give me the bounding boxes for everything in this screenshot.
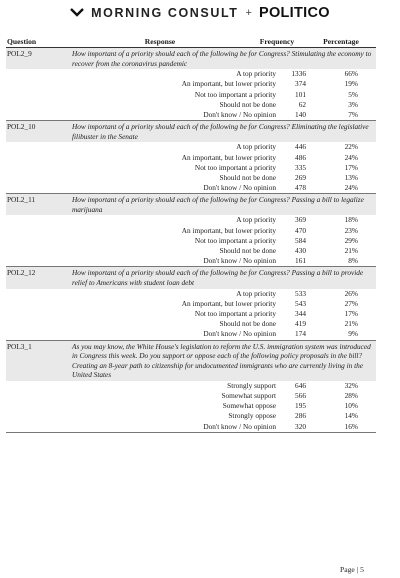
response-row [6, 183, 376, 193]
response-frequency: 446 [295, 142, 306, 152]
response-label: Strongly oppose [228, 411, 276, 421]
response-label: Don't know / No opinion [203, 256, 276, 266]
response-percentage: 7% [348, 109, 358, 119]
response-frequency: 320 [295, 421, 306, 431]
response-percentage: 21% [344, 319, 358, 329]
response-frequency: 584 [295, 235, 306, 245]
response-label: Not too important a priority [194, 89, 276, 99]
response-row [6, 422, 376, 432]
response-frequency: 195 [295, 401, 306, 411]
response-frequency: 174 [295, 329, 306, 339]
response-percentage: 23% [344, 225, 358, 235]
question-blocks [6, 48, 376, 433]
brand-morning-consult: MORNING CONSULT [91, 6, 239, 20]
response-row [6, 100, 376, 110]
response-row [6, 246, 376, 256]
response-frequency: 419 [295, 319, 306, 329]
question-text: How important of a priority should each of the following be for Congress? Stimulating the economy to recover from the coronavirus pandemic [72, 49, 372, 68]
response-row [6, 401, 376, 411]
response-percentage: 3% [348, 99, 358, 109]
response-row [6, 381, 376, 391]
response-frequency: 335 [295, 162, 306, 172]
response-percentage: 66% [344, 69, 358, 79]
response-frequency: 486 [295, 152, 306, 162]
response-percentage: 8% [348, 256, 358, 266]
response-label: Strongly support [227, 380, 276, 390]
column-header-frequency: Frequency [259, 37, 295, 46]
response-label: A top priority [236, 69, 276, 79]
response-frequency: 478 [295, 183, 306, 193]
response-percentage: 28% [344, 391, 358, 401]
response-percentage: 16% [344, 421, 358, 431]
response-percentage: 29% [344, 235, 358, 245]
response-row [6, 90, 376, 100]
response-label: A top priority [236, 288, 276, 298]
response-label: A top priority [236, 215, 276, 225]
response-row [6, 289, 376, 299]
response-label: A top priority [236, 142, 276, 152]
response-percentage: 24% [344, 152, 358, 162]
question-row [6, 194, 376, 215]
response-frequency: 269 [295, 172, 306, 182]
response-percentage: 17% [344, 308, 358, 318]
brand-separator: + [245, 7, 252, 19]
question-row [6, 341, 376, 381]
column-header-question: Question [7, 37, 37, 46]
response-frequency: 533 [295, 288, 306, 298]
response-percentage: 27% [344, 298, 358, 308]
response-row [6, 163, 376, 173]
question-id: POL2_10 [7, 122, 36, 132]
response-label: Should not be done [219, 99, 276, 109]
response-percentage: 17% [344, 162, 358, 172]
response-frequency: 430 [295, 246, 306, 255]
response-row [6, 173, 376, 183]
response-label: Don't know / No opinion [203, 109, 276, 119]
question-block [6, 194, 376, 267]
response-percentage: 19% [344, 79, 358, 89]
response-percentage: 5% [348, 89, 358, 99]
response-label: An important, but lower priority [181, 152, 276, 162]
response-label: Should not be done [219, 172, 276, 182]
question-text: How important of a priority should each of the following be for Congress? Passing a bill to legalize marijuana [72, 195, 364, 214]
response-frequency: 566 [295, 391, 306, 401]
response-row [6, 391, 376, 401]
question-block [6, 121, 376, 194]
response-label: Not too important a priority [194, 235, 276, 245]
response-row [6, 79, 376, 89]
response-row [6, 69, 376, 79]
response-frequency: 101 [295, 89, 306, 99]
page-header [0, 4, 400, 22]
question-row [6, 48, 376, 69]
response-percentage: 9% [348, 329, 358, 339]
morning-consult-logo-icon [70, 7, 84, 19]
response-label: An important, but lower priority [181, 79, 276, 89]
response-frequency: 1336 [291, 69, 306, 79]
response-label: Don't know / No opinion [203, 329, 276, 339]
question-row [6, 121, 376, 142]
response-percentage: 10% [344, 401, 358, 411]
question-text: How important of a priority should each of the following be for Congress? Passing a bill to provide relief to Americans with student loan debt [72, 268, 364, 287]
response-percentage: 18% [344, 215, 358, 225]
response-label: Somewhat oppose [222, 401, 276, 411]
response-percentage: 13% [344, 172, 358, 182]
column-header-response: Response [144, 37, 176, 46]
response-frequency: 543 [295, 298, 306, 308]
response-label: Don't know / No opinion [203, 183, 276, 193]
response-frequency: 62 [298, 99, 306, 109]
response-label: An important, but lower priority [181, 225, 276, 235]
question-text: How important of a priority should each of the following be for Congress? Eliminating the legislative filibuster in the Senate [72, 122, 369, 141]
response-row [6, 411, 376, 421]
response-percentage: 21% [344, 246, 358, 255]
response-frequency: 470 [295, 225, 306, 235]
page-number: Page | 5 [340, 565, 364, 574]
brand-politico: POLITICO [258, 5, 330, 21]
response-frequency: 140 [295, 109, 306, 119]
response-row [6, 299, 376, 309]
response-label: Should not be done [219, 246, 276, 255]
response-label: An important, but lower priority [181, 298, 276, 308]
response-row [6, 309, 376, 319]
question-id: POL2_11 [7, 195, 36, 205]
response-row [6, 319, 376, 329]
question-id: POL3_1 [7, 341, 32, 351]
response-frequency: 161 [295, 256, 306, 266]
response-row [6, 110, 376, 120]
column-header-percentage: Percentage [323, 37, 359, 46]
question-text: As you may know, the White House's legislation to reform the U.S. immigration system was introduced in Congress this week. Do you support or oppose each of the following policy proposals in the bill? Creating an 8-year path to citizenship for undocumented immigrants who are currently living in the United States [72, 341, 371, 380]
response-row [6, 329, 376, 339]
response-percentage: 32% [344, 380, 358, 390]
response-frequency: 374 [295, 79, 306, 89]
response-row [6, 215, 376, 225]
response-label: Not too important a priority [194, 162, 276, 172]
response-percentage: 14% [344, 411, 358, 421]
response-frequency: 646 [295, 380, 306, 390]
question-block [6, 267, 376, 340]
question-id: POL2_12 [7, 268, 36, 278]
response-label: Somewhat support [221, 391, 276, 401]
question-block [6, 341, 376, 433]
response-percentage: 26% [344, 288, 358, 298]
response-frequency: 286 [295, 411, 306, 421]
table-header [6, 36, 376, 48]
response-row [6, 236, 376, 246]
response-row [6, 153, 376, 163]
question-row [6, 267, 376, 288]
response-row [6, 142, 376, 152]
response-frequency: 344 [295, 308, 306, 318]
response-percentage: 24% [344, 183, 358, 193]
response-label: Should not be done [219, 319, 276, 329]
response-frequency: 369 [295, 215, 306, 225]
response-percentage: 22% [344, 142, 358, 152]
question-id: POL2_9 [7, 49, 32, 58]
question-block [6, 48, 376, 121]
response-label: Don't know / No opinion [203, 421, 276, 431]
response-label: Not too important a priority [194, 308, 276, 318]
survey-table [6, 36, 376, 433]
response-row [6, 256, 376, 266]
response-row [6, 226, 376, 236]
